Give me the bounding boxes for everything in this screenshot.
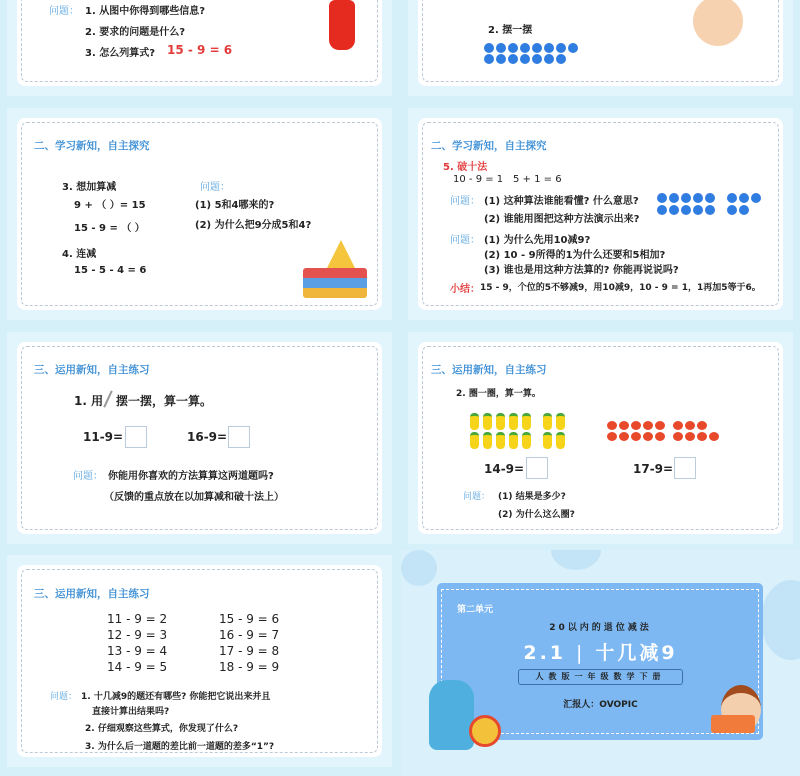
lesson-number: 2.1 <box>523 642 567 664</box>
equation-1: 9 + （ ）= 15 <box>74 200 146 211</box>
equation-2: 16-9= <box>187 430 228 444</box>
answer-box-2[interactable] <box>674 457 696 479</box>
backpack-illustration <box>429 680 474 750</box>
slide-heading: 三、运用新知，自主练习 <box>34 588 150 600</box>
slide-5[interactable] <box>7 332 392 544</box>
equation-1: 10 - 9 = 1 <box>453 174 504 185</box>
equation-2: 15 - 9 = （ ） <box>74 223 145 234</box>
slide-heading: 二、学习新知，自主探究 <box>34 140 150 152</box>
answer-box-2[interactable] <box>228 426 250 448</box>
equation-2: 17-9= <box>633 462 674 476</box>
slide-3[interactable] <box>7 108 392 320</box>
equation: 18 - 9 = 9 <box>219 660 280 674</box>
task-text: 2. 圈一圈，算一算。 <box>456 389 541 399</box>
equation: 13 - 9 = 4 <box>107 644 168 658</box>
question-2: (2) 为什么这么圈? <box>498 510 575 520</box>
triangle-ruler-icon <box>327 240 355 268</box>
step-4: 4. 连减 <box>62 249 97 260</box>
dots-group <box>483 42 583 64</box>
main-title: 2.1 | 十几减9 <box>523 642 678 664</box>
equation-1: 14-9= <box>484 462 525 476</box>
equation-3: 15 - 5 - 4 = 6 <box>74 265 147 276</box>
equation: 14 - 9 = 5 <box>107 660 168 674</box>
question-3: 3. 怎么列算式? <box>85 48 156 59</box>
question-b2: (2) 10 - 9所得的1为什么还要和5相加? <box>484 250 666 261</box>
question-label: 问题： <box>49 6 79 17</box>
question-3: 3. 为什么后一道题的差比前一道题的差多“1”? <box>85 742 275 752</box>
books-ruler-illustration <box>303 268 367 298</box>
task-text-a: 1. 用 <box>74 394 104 408</box>
book-icon <box>711 715 755 733</box>
step-3: 3. 想加算减 <box>62 182 117 193</box>
alarm-clock-icon <box>469 715 501 747</box>
feedback-note: （反馈的重点放在以加算减和破十法上） <box>104 492 284 503</box>
equation: 15 - 9 = 6 <box>219 612 280 626</box>
answer: 15 - 9 = 6 <box>167 43 233 57</box>
question-b3: (3) 谁也是用这种方法算的? 你能再说说吗? <box>484 265 679 276</box>
slide-heading: 二、学习新知，自主探究 <box>431 140 547 152</box>
subtitle: 20以内的退位减法 <box>549 623 652 633</box>
question-a2: (2) 谁能用图把这种方法演示出来? <box>484 214 640 225</box>
slide-6[interactable] <box>408 332 793 544</box>
question-1: (1) 结果是多少? <box>498 492 566 502</box>
question-label: 问题： <box>450 196 480 207</box>
question-1a: 1. 十几减9的题还有哪些? 你能把它说出来并且 <box>81 692 271 702</box>
question-2: (2) 为什么把9分成5和4? <box>195 220 312 231</box>
question-1: (1) 5和4哪来的? <box>195 200 275 211</box>
question-label: 问题： <box>73 471 103 482</box>
reporter: 汇报人：OVOPIC <box>563 700 638 710</box>
question-2: 2. 仔细观察这些算式，你发现了什么? <box>85 724 239 734</box>
question-label: 问题： <box>200 182 230 193</box>
lesson-title: 十几减9 <box>595 642 678 664</box>
slide-1[interactable] <box>7 0 392 96</box>
girl-illustration <box>329 0 355 50</box>
question-2: 2. 要求的问题是什么? <box>85 27 186 38</box>
unit-label: 第二单元 <box>457 605 494 615</box>
question-a1: (1) 这种算法谁能看懂? 什么意思? <box>484 196 639 207</box>
task-title: 2. 摆一摆 <box>488 25 533 36</box>
slide-heading: 三、运用新知，自主练习 <box>431 364 547 376</box>
question-1b: 直接计算出结果吗? <box>92 707 170 717</box>
equation-2: 5 + 1 = 6 <box>513 174 562 185</box>
question-1: 1. 从图中你得到哪些信息? <box>85 6 206 17</box>
task-text-b: 摆一摆，算一算。 <box>116 394 213 408</box>
equation: 17 - 9 = 8 <box>219 644 280 658</box>
equation-1: 11-9= <box>83 430 124 444</box>
dots-group <box>656 192 762 216</box>
slide-heading: 三、运用新知，自主练习 <box>34 364 150 376</box>
equations-left <box>107 611 167 675</box>
slide-7[interactable] <box>7 555 392 767</box>
equation: 12 - 9 = 3 <box>107 628 168 642</box>
equation: 16 - 9 = 7 <box>219 628 280 642</box>
answer-box-1[interactable] <box>526 457 548 479</box>
slide-2[interactable] <box>408 0 793 96</box>
question-label: 问题： <box>463 492 491 502</box>
edition-badge: 人教版一年级数学下册 <box>518 669 683 685</box>
summary-label: 小结： <box>450 284 480 295</box>
tomatoes-group <box>606 420 736 442</box>
question-b1: (1) 为什么先用10减9? <box>484 235 591 246</box>
summary-text: 15 - 9，个位的5不够减9，用10减9，10 - 9 = 1，1再加5等于6。 <box>480 283 761 293</box>
question-label: 问题： <box>50 692 78 702</box>
equations-right <box>219 611 279 675</box>
question-label-2: 问题： <box>450 235 480 246</box>
step-5: 5. 破十法 <box>443 162 488 173</box>
equation: 11 - 9 = 2 <box>107 612 168 626</box>
question-text: 你能用你喜欢的方法算算这两道题吗? <box>108 471 274 482</box>
slide-4[interactable] <box>408 108 793 320</box>
answer-box-1[interactable] <box>125 426 147 448</box>
pineapples-group <box>468 412 568 450</box>
slide-8-title[interactable] <box>401 550 800 776</box>
